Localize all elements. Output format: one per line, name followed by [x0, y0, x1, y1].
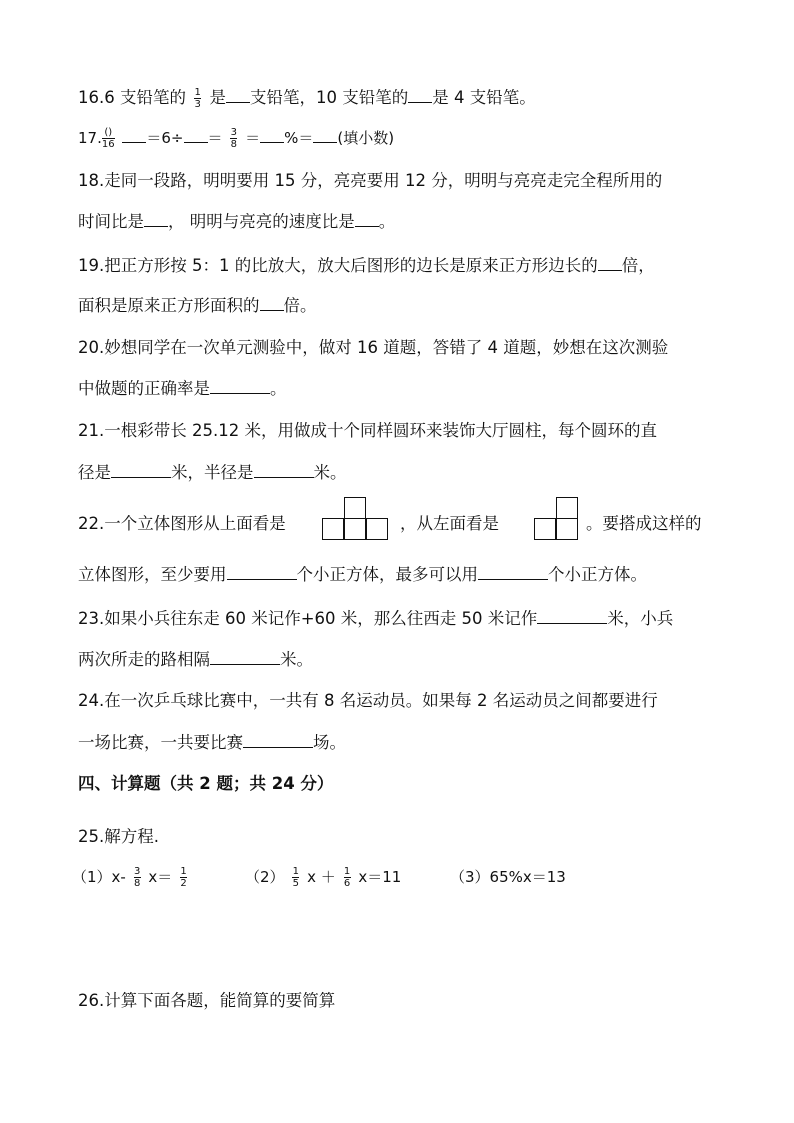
view-cell — [556, 518, 578, 540]
answer-blank[interactable] — [210, 648, 280, 665]
question-24-line1: 24.在一次乒乓球比赛中，一共有 8 名运动员。如果每 2 名运动员之间都要进行 — [78, 691, 658, 710]
question-22-line1b: ，从左面看是 — [400, 514, 499, 533]
answer-blank[interactable] — [122, 126, 146, 143]
fraction: $\frac{1}{5}$ — [292, 866, 300, 889]
answer-blank[interactable] — [355, 210, 379, 227]
fraction: $\frac{3}{8}$ — [133, 866, 141, 889]
question-19-line2: 面积是原来正方形面积的 倍。 — [78, 296, 317, 315]
question-18-line2: 时间比是 ， 明明与亮亮的速度比是 。 — [78, 212, 396, 231]
view-cell — [322, 518, 344, 540]
equation-2: （2） $\frac{1}{5}$ x ＋ $\frac{1}{6}$ x＝11 — [245, 866, 402, 889]
question-21-line2: 径是 米，半径是 米。 — [78, 463, 347, 482]
fraction: $\frac{1}{2}$ — [180, 866, 187, 889]
question-22-line1a: 22.一个立体图形从上面看是 — [78, 514, 286, 533]
question-22-line2: 立体图形，至少要用 个小正方体，最多可以用 个小正方体。 — [78, 565, 647, 584]
question-19-line1: 19.把正方形按 5：1 的比放大，放大后图形的边长是原来正方形边长的 倍， — [78, 256, 655, 275]
question-20-line1: 20.妙想同学在一次单元测验中，做对 16 道题，答错了 4 道题，妙想在这次测验 — [78, 338, 669, 357]
fraction-one-third: $\frac{1}{3}$ — [194, 87, 201, 110]
answer-blank[interactable] — [260, 126, 284, 143]
fraction-three-eighths: $\frac{3}{8}$ — [230, 127, 237, 150]
question-16: 16.6 支铅笔的 $\frac{1}{3}$ 是 支铅笔，10 支铅笔的 是 4 支铅笔。 — [78, 87, 536, 110]
answer-blank[interactable] — [144, 210, 168, 227]
view-cell — [344, 518, 366, 540]
question-23-line2: 两次所走的路相隔 米。 — [78, 650, 313, 669]
question-21-line1: 21.一根彩带长 25.12 米，用做成十个同样圆环来装饰大厅圆柱，每个圆环的直 — [78, 421, 657, 440]
answer-blank[interactable] — [210, 377, 270, 394]
answer-blank[interactable] — [260, 294, 284, 311]
question-18-line1: 18.走同一段路，明明要用 15 分，亮亮要用 12 分，明明与亮亮走完全程所用的 — [78, 171, 663, 190]
equation-1: （1）x- $\frac{3}{8}$ x＝ $\frac{1}{2}$ — [72, 866, 187, 889]
answer-blank[interactable] — [111, 461, 171, 478]
question-17: 17. $\frac{()}{16}$ ＝6÷ ＝ $\frac{3}{8}$ ＝ %＝ (填小数) — [78, 127, 395, 150]
view-cell — [344, 497, 366, 519]
answer-blank[interactable] — [408, 86, 432, 103]
answer-blank[interactable] — [243, 731, 313, 748]
question-23-line1: 23.如果小兵往东走 60 米记作+60 米，那么往西走 50 米记作 米，小兵 — [78, 609, 674, 628]
answer-blank[interactable] — [478, 563, 548, 580]
answer-blank[interactable] — [226, 86, 250, 103]
answer-blank[interactable] — [537, 607, 607, 624]
fraction: $\frac{1}{6}$ — [343, 866, 351, 889]
answer-blank[interactable] — [254, 461, 314, 478]
view-cell — [366, 518, 388, 540]
question-24-line2: 一场比赛，一共要比赛 场。 — [78, 733, 346, 752]
answer-blank[interactable] — [313, 126, 337, 143]
question-25-title: 25.解方程. — [78, 827, 159, 846]
answer-blank[interactable] — [227, 563, 297, 580]
section-4-heading: 四、计算题（共 2 题；共 24 分） — [78, 774, 334, 793]
fraction-blank-over-16: $\frac{()}{16}$ — [101, 127, 115, 150]
equation-3: （3）65%x＝13 — [450, 868, 566, 886]
answer-blank[interactable] — [184, 126, 208, 143]
question-20-line2: 中做题的正确率是 。 — [78, 379, 287, 398]
view-cell — [534, 518, 556, 540]
question-22-line1c: 。要搭成这样的 — [586, 514, 702, 533]
view-cell — [556, 497, 578, 519]
question-26-title: 26.计算下面各题，能简算的要简算 — [78, 991, 336, 1010]
answer-blank[interactable] — [598, 254, 622, 271]
